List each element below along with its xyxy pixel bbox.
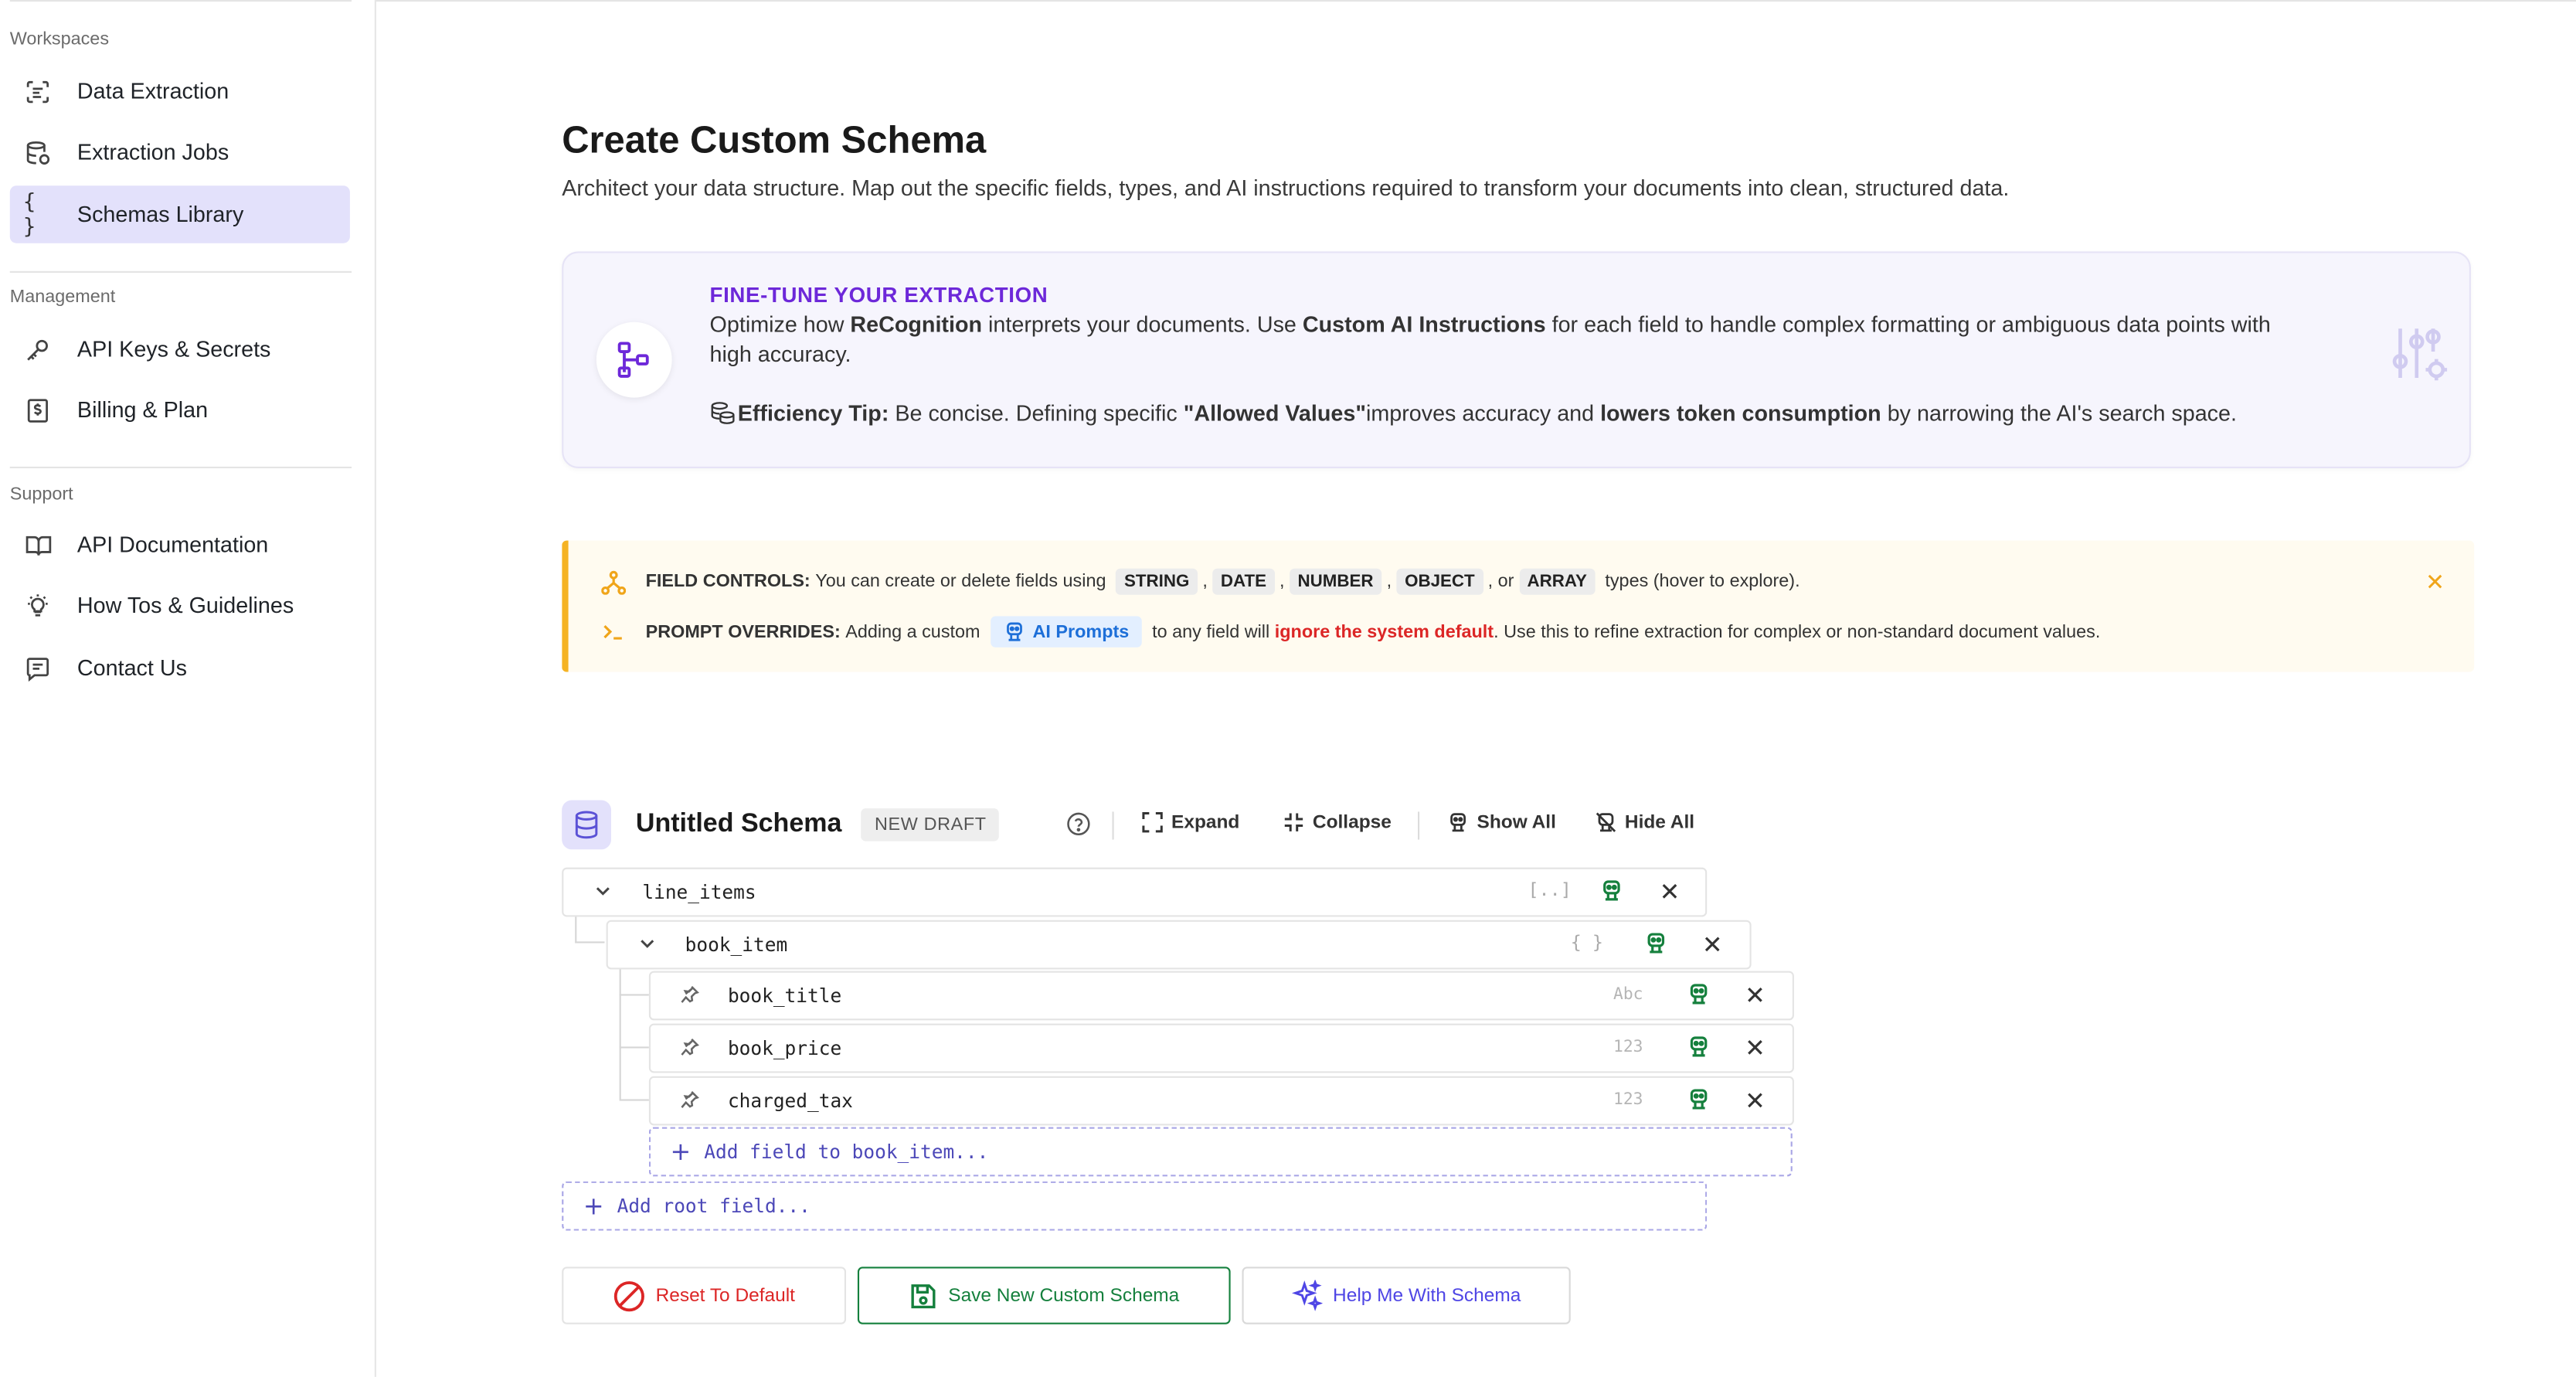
add-child-field-button[interactable] <box>649 1127 1793 1177</box>
sidebar-item-how-tos[interactable] <box>10 576 350 634</box>
coins-icon <box>710 401 736 426</box>
ai-prompt-robot-icon[interactable] <box>1687 983 1711 1011</box>
add-root-field-button[interactable] <box>562 1182 1707 1231</box>
type-pill-string: STRING <box>1116 569 1198 595</box>
type-pill-array: ARRAY <box>1519 569 1596 595</box>
tree-connector <box>575 915 576 943</box>
robot-off-icon <box>1596 811 1617 833</box>
ai-prompt-robot-icon[interactable] <box>1687 1035 1711 1063</box>
section-title-workspaces: Workspaces <box>9 29 110 49</box>
tree-connector <box>620 967 621 1099</box>
pin-icon[interactable] <box>680 984 700 1009</box>
close-icon[interactable]: ✕ <box>2425 568 2445 595</box>
tree-connector <box>575 941 604 943</box>
ai-prompt-robot-icon[interactable] <box>1600 879 1623 907</box>
add-child-field-label: Add field to book_item... <box>704 1140 989 1164</box>
braces-icon: { } <box>22 189 36 240</box>
sidebar-item-label: Data Extraction <box>76 79 229 104</box>
field-row-book-item[interactable] <box>607 920 1752 970</box>
sidebar-item-label: Billing & Plan <box>76 397 209 423</box>
field-controls-row: FIELD CONTROLS: You can create or delete fields using STRING , DATE , NUMBER , OBJECT , or ARRAY types (hover to explore). <box>601 569 1799 595</box>
save-schema-button[interactable] <box>858 1266 1231 1324</box>
tree-connector <box>620 1046 649 1048</box>
delete-field-icon[interactable]: ✕ <box>1745 981 1765 1011</box>
sidebar-item-label: API Keys & Secrets <box>76 336 271 362</box>
type-pill-object: OBJECT <box>1396 569 1483 595</box>
fine-tune-description: Optimize how ReCognition interprets your documents. Use Custom AI Instructions for each field to handle complex formatting or ambiguous data points with high accuracy. <box>709 311 2271 367</box>
reset-to-default-button[interactable] <box>562 1266 846 1324</box>
efficiency-tip: Efficiency Tip: Be concise. Defining specific "Allowed Values" improves accuracy and lowers token consumption by narrowing the AI's search space. <box>710 401 2237 426</box>
field-row-book-title[interactable] <box>649 971 1794 1021</box>
sidebar-divider <box>10 467 352 468</box>
delete-field-icon[interactable]: ✕ <box>1701 930 1723 960</box>
sidebar-item-label: API Documentation <box>76 532 269 557</box>
sidebar-item-data-extraction[interactable] <box>10 63 350 120</box>
help-circle-icon[interactable] <box>1066 811 1099 836</box>
schema-name[interactable]: Untitled Schema <box>635 810 842 838</box>
section-title-support: Support <box>9 484 73 505</box>
sidebar-divider <box>10 271 352 273</box>
field-name[interactable]: line_items <box>642 880 756 904</box>
help-label: Help Me With Schema <box>1333 1285 1521 1306</box>
chevron-down-icon[interactable] <box>637 933 658 958</box>
tree-connector <box>620 994 649 995</box>
save-icon <box>909 1280 938 1310</box>
lightbulb-icon <box>23 590 53 620</box>
field-name[interactable]: book_title <box>727 984 842 1008</box>
chevron-down-icon[interactable] <box>593 881 613 906</box>
hide-all-button[interactable]: Hide All <box>1596 811 1694 833</box>
terminal-icon <box>601 620 630 644</box>
dollar-receipt-icon <box>23 395 53 424</box>
number-type-icon[interactable]: 123 <box>1613 1090 1643 1110</box>
toolbar-separator <box>1418 811 1419 839</box>
schema-header <box>562 798 1810 851</box>
database-icon <box>562 801 611 850</box>
schema-tree-icon <box>596 322 672 398</box>
key-icon <box>23 335 53 364</box>
field-name[interactable]: book_item <box>685 933 788 957</box>
expand-button[interactable]: Expand <box>1142 811 1240 833</box>
string-type-icon[interactable]: Abc <box>1613 985 1643 1005</box>
toolbar-separator <box>1113 811 1114 839</box>
status-badge: NEW DRAFT <box>861 808 1000 842</box>
sidebar-item-schemas-library[interactable] <box>10 185 350 243</box>
delete-field-icon[interactable]: ✕ <box>1745 1033 1765 1063</box>
field-row-line-items[interactable] <box>562 868 1707 917</box>
sidebar-item-api-keys[interactable] <box>10 321 350 378</box>
sliders-settings-icon <box>2387 322 2450 393</box>
sidebar-item-label: Contact Us <box>76 655 187 681</box>
sidebar-item-label: Schemas Library <box>76 202 244 227</box>
fine-tune-card <box>562 251 2471 468</box>
expand-icon <box>1142 811 1164 833</box>
prompt-overrides-row: PROMPT OVERRIDES: Adding a custom AI Prompts to any field will ignore the system default . Use this to refine extraction for complex or non-standard document values. <box>601 616 2100 647</box>
sidebar-item-billing[interactable] <box>10 381 350 438</box>
type-pill-number: NUMBER <box>1290 569 1381 595</box>
field-controls-callout <box>562 541 2474 672</box>
book-open-icon <box>23 530 53 559</box>
section-title-management: Management <box>9 287 116 308</box>
save-label: Save New Custom Schema <box>948 1285 1180 1306</box>
sidebar <box>0 0 376 1377</box>
scan-text-icon <box>23 76 53 106</box>
reset-label: Reset To Default <box>655 1285 795 1306</box>
branch-icon <box>601 570 630 594</box>
sidebar-item-label: How Tos & Guidelines <box>76 593 294 618</box>
sparkles-icon <box>1292 1280 1323 1311</box>
sidebar-top-divider <box>10 0 352 2</box>
tree-connector <box>620 1099 649 1100</box>
object-type-icon[interactable]: { } <box>1570 931 1604 954</box>
show-all-button[interactable]: Show All <box>1447 811 1556 833</box>
fine-tune-title: FINE-TUNE YOUR EXTRACTION <box>709 282 1048 308</box>
collapse-button[interactable]: Collapse <box>1283 811 1392 833</box>
help-me-with-schema-button[interactable] <box>1242 1266 1570 1324</box>
sidebar-item-api-documentation[interactable] <box>10 516 350 573</box>
delete-field-icon[interactable]: ✕ <box>1745 1086 1765 1116</box>
plus-icon: + <box>670 1137 692 1167</box>
pin-icon[interactable] <box>680 1090 700 1114</box>
page-title: Create Custom Schema <box>562 118 987 162</box>
ban-icon <box>613 1279 646 1312</box>
field-row-charged-tax[interactable] <box>649 1076 1794 1126</box>
ai-prompt-robot-icon[interactable] <box>1644 932 1667 960</box>
robot-icon <box>1003 621 1025 643</box>
sidebar-item-extraction-jobs[interactable] <box>10 123 350 180</box>
database-jobs-icon <box>23 138 53 167</box>
ai-prompts-chip: AI Prompts <box>990 616 1142 647</box>
collapse-icon <box>1283 811 1305 833</box>
plus-icon: + <box>583 1191 604 1221</box>
pin-icon[interactable] <box>680 1037 700 1062</box>
robot-icon <box>1447 811 1469 833</box>
add-root-field-label: Add root field... <box>617 1194 811 1218</box>
main-top-divider <box>376 0 2576 2</box>
array-type-icon[interactable]: [..] <box>1528 879 1572 901</box>
chat-message-icon <box>23 653 53 682</box>
type-pill-date: DATE <box>1212 569 1274 595</box>
field-name[interactable]: book_price <box>727 1036 842 1060</box>
delete-field-icon[interactable]: ✕ <box>1659 877 1681 907</box>
page-subtitle: Architect your data structure. Map out the specific fields, types, and AI instructions required to transform your documents into clean, structured data. <box>562 175 2010 201</box>
ai-prompt-robot-icon[interactable] <box>1687 1088 1711 1116</box>
field-row-book-price[interactable] <box>649 1024 1794 1073</box>
number-type-icon[interactable]: 123 <box>1613 1038 1643 1057</box>
sidebar-item-contact-us[interactable] <box>10 639 350 696</box>
field-name[interactable]: charged_tax <box>727 1089 853 1113</box>
sidebar-item-label: Extraction Jobs <box>76 139 229 165</box>
